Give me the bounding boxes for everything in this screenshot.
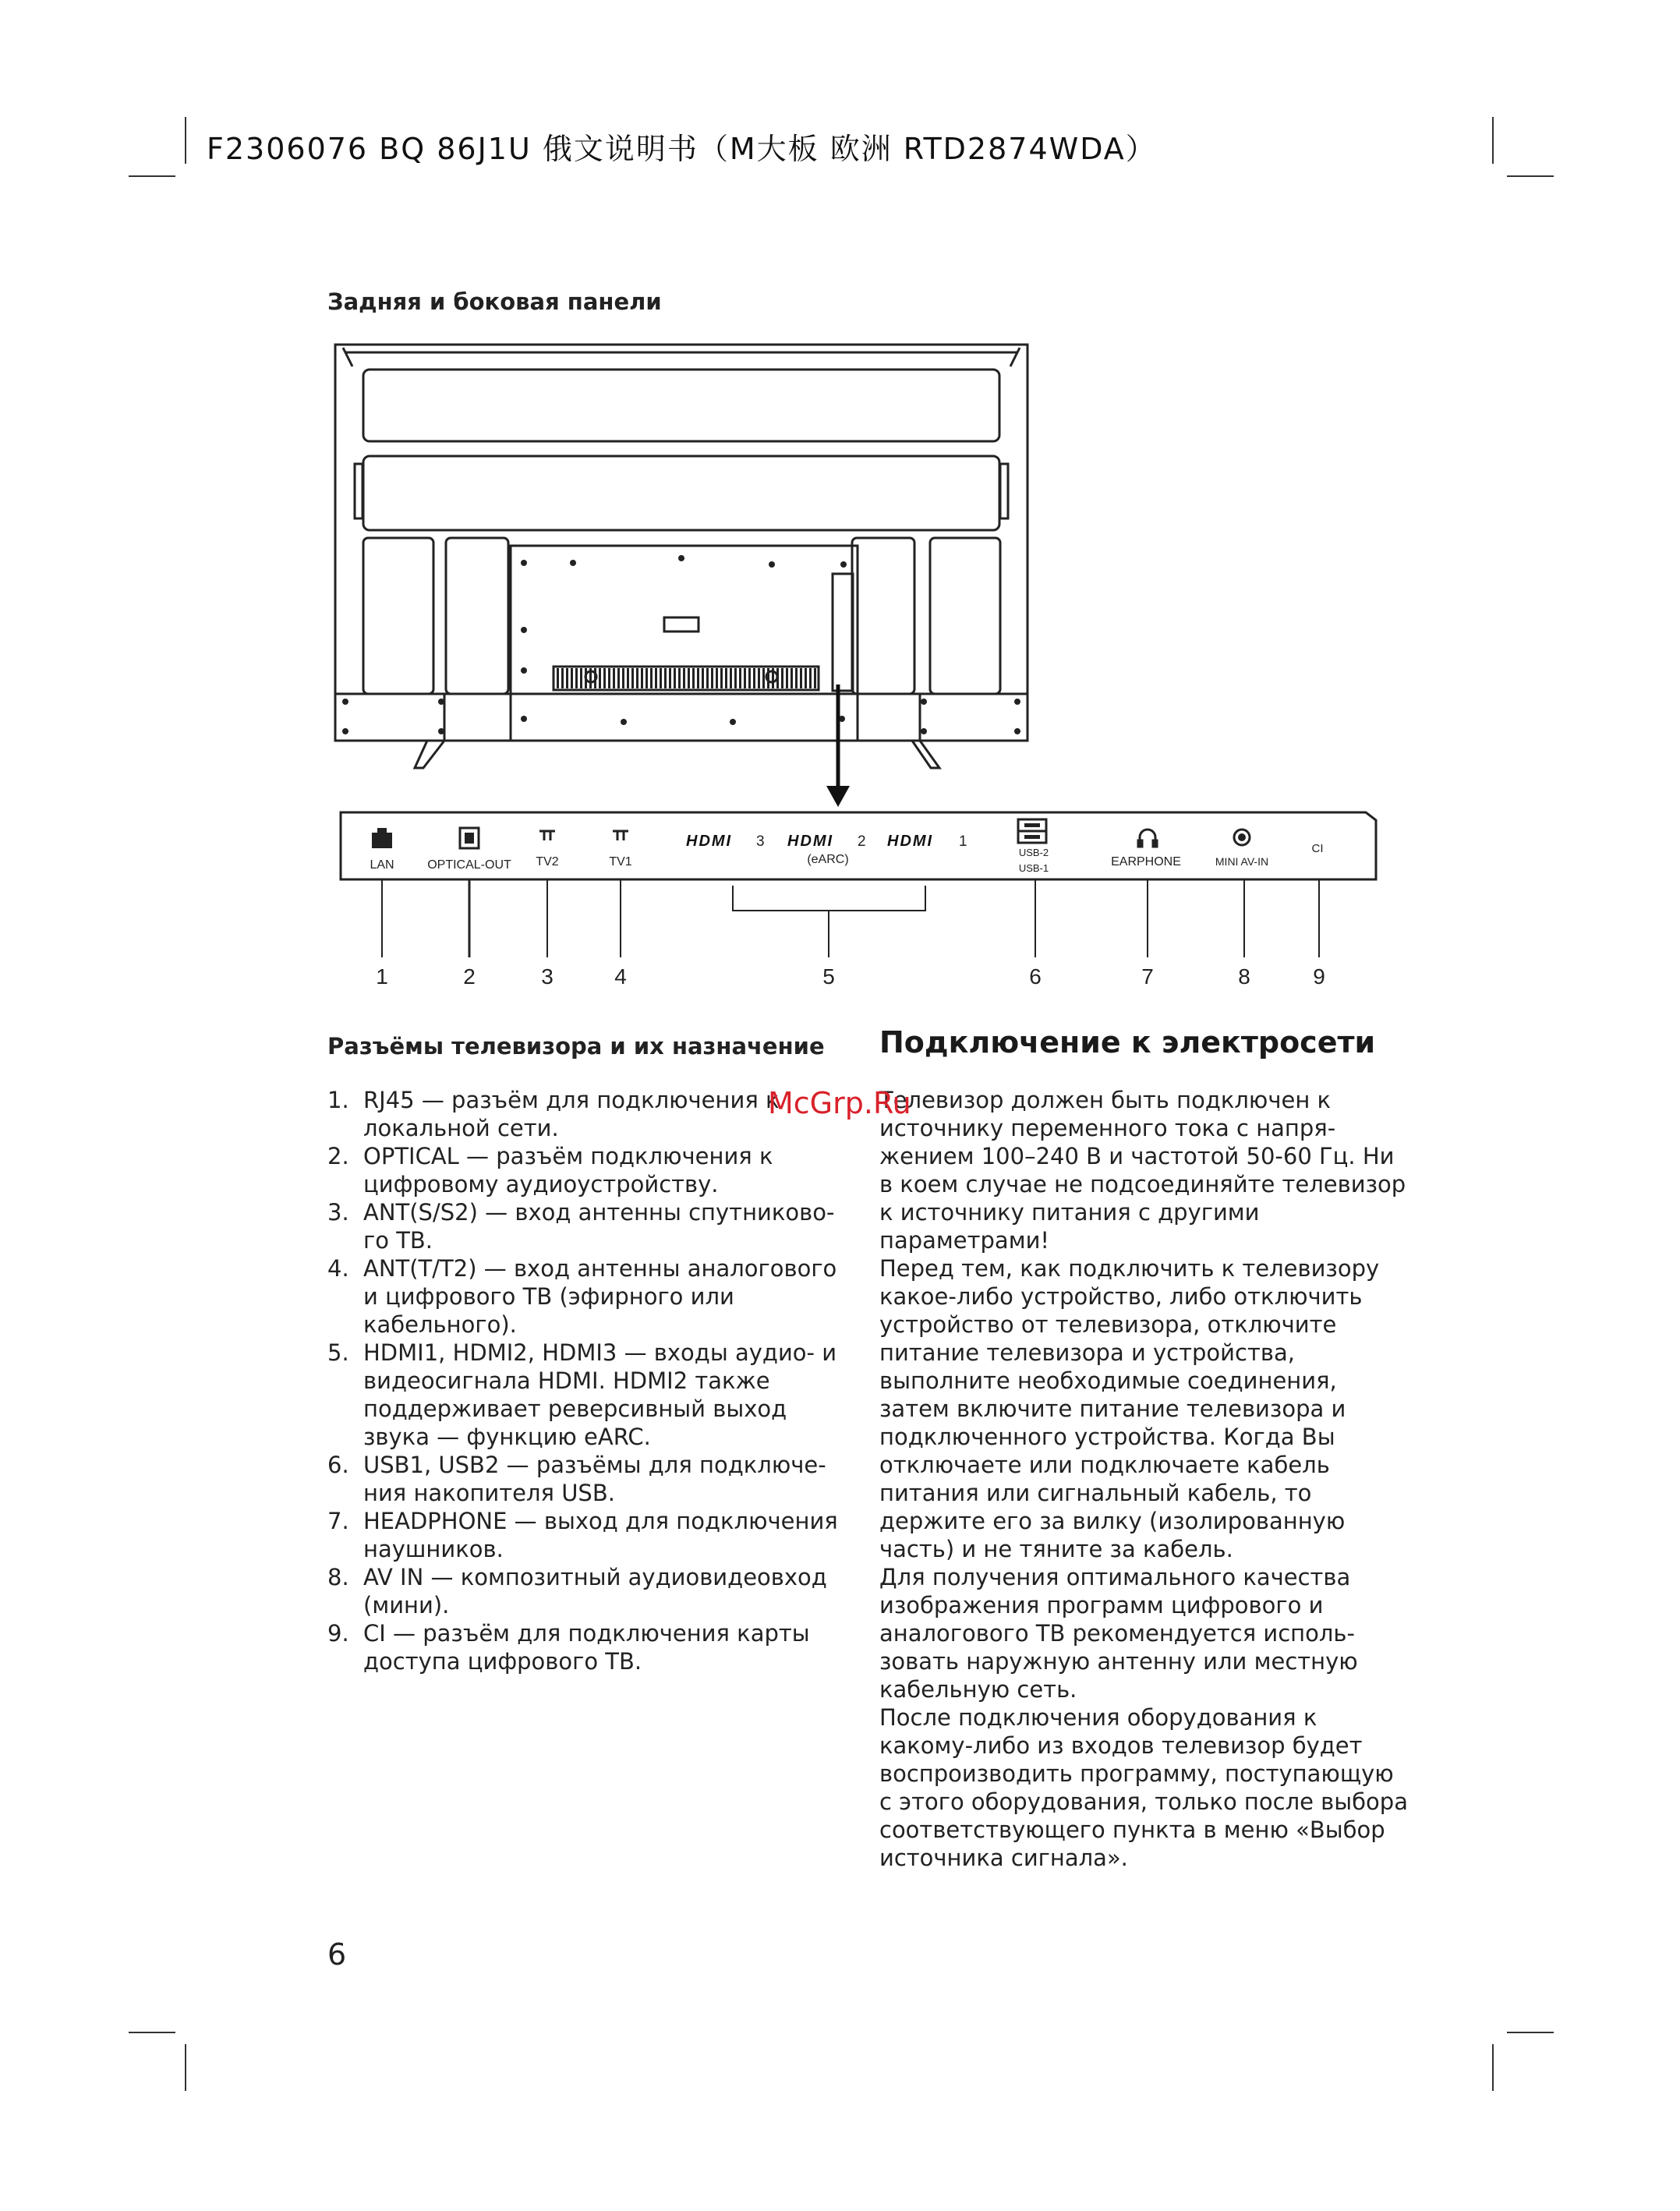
callout-number: 8 (1238, 964, 1250, 989)
callout-number: 6 (1029, 964, 1042, 989)
crop-mark (1492, 2044, 1494, 2091)
paragraph: Перед тем, как подключить к телевизору какое-либо устройство, либо отключить устройство от телевизора, отключите питание телевизора и устройства, выполните необходимые соединения, затем включите питание телевизора и подключенного устройства. Когда Вы отключаете или подключаете кабель питания или сигнальный кабель, то держите его за вилку (изолированную часть) и не тяните за кабель. (879, 1255, 1380, 1562)
document-header-title: F2306076 BQ 86J1U 俄文说明书（M大板 欧洲 RTD2874WDA） (207, 132, 1157, 166)
hdmi1-number: 1 (959, 833, 967, 850)
headphone-icon (1138, 830, 1157, 847)
port-label-earphone: EARPHONE (1111, 855, 1181, 868)
list-item: 5. HDMI1, HDMI2, HDMI3 — входы аудио- и видеосигнала HDMI. HDMI2 также поддерживает реверсивный выход звука — функцию eARC. (327, 1339, 837, 1450)
crop-mark (129, 175, 175, 177)
port-label-tv1: TV1 (609, 855, 632, 868)
paragraph: Телевизор должен быть подключен к источнику переменного тока с напряжением 100–240 В и частотой 50-60 Гц. Ни в коем случае не подсоединяйте телевизор к источнику питания с другими параметрами! (879, 1087, 1406, 1254)
watermark-link[interactable]: McGrp.Ru (768, 1086, 911, 1120)
port-label-ci: CI (1311, 842, 1324, 855)
crop-mark (1492, 117, 1494, 164)
list-item: 7. HEADPHONE — выход для подключения наушников. (327, 1508, 838, 1562)
list-item: 4. ANT(T/T2) — вход антенны аналогового и цифрового ТВ (эфирного или кабельного). (327, 1255, 837, 1338)
port-label-usb1: USB-1 (1018, 862, 1049, 874)
tv-rear-diagram (312, 335, 1388, 1006)
port-label-av-in: MINI AV-IN (1215, 855, 1269, 868)
paragraph: Для получения оптимального качества изображения программ цифрового и аналогового ТВ рекомендуется использовать наружную антенну или местную кабельную сеть. (879, 1564, 1358, 1703)
hdmi3-number: 3 (756, 833, 765, 850)
list-item: 8. AV IN — композитный аудиовидеовход (мини). (327, 1564, 827, 1618)
crop-mark (129, 2032, 175, 2033)
list-item: 6. USB1, USB2 — разъёмы для подключения накопителя USB. (327, 1452, 826, 1506)
optical-port-icon (460, 828, 479, 848)
hdmi3-logo: HDMI (686, 833, 733, 850)
callout-number: 3 (541, 964, 554, 989)
lan-port-icon (372, 828, 392, 848)
callout-number: 7 (1141, 964, 1154, 989)
hdmi2-logo: HDMI (787, 833, 834, 850)
port-label-hdmi2-sub: (eARC) (807, 853, 849, 866)
list-item: 9. CI — разъём для подключения карты доступа цифрового ТВ. (327, 1620, 810, 1675)
paragraph: После подключения оборудования к какому-либо из входов телевизор будет воспроизводить программу, поступающую с этого оборудования, только после выбора соответствующего пункта в меню «Выбор источника сигнала». (879, 1704, 1408, 1871)
list-item: 3. ANT(S/S2) — вход антенны спутникового ТВ. (327, 1199, 835, 1254)
crop-mark (185, 2044, 186, 2091)
page-number: 6 (327, 1937, 347, 1972)
callout-number: 1 (376, 964, 388, 989)
section-title: Задняя и боковая панели (327, 288, 662, 315)
power-text (879, 1086, 1409, 1872)
av-jack-icon (1234, 830, 1250, 845)
port-label-tv2: TV2 (536, 855, 559, 868)
antenna-tv2-icon (539, 831, 555, 840)
list-item: 2. OPTICAL — разъём подключения к цифровому аудиоустройству. (327, 1143, 773, 1197)
hdmi2-number: 2 (858, 833, 866, 850)
crop-mark (185, 117, 186, 164)
callout-number: 4 (614, 964, 627, 989)
power-heading: Подключение к электросети (879, 1025, 1376, 1060)
crop-mark (1507, 175, 1554, 177)
hdmi1-logo: HDMI (887, 833, 934, 850)
callout-number: 2 (463, 964, 476, 989)
port-label-usb2: USB-2 (1018, 847, 1049, 858)
list-item: 1. RJ45 — разъём для подключения к локальной сети. (327, 1087, 780, 1141)
usb-port-icon (1018, 819, 1046, 843)
connectors-list (327, 1086, 842, 1675)
port-label-optical: OPTICAL-OUT (427, 858, 511, 872)
callout-number: 5 (822, 964, 835, 989)
crop-mark (1507, 2032, 1554, 2033)
antenna-tv1-icon (613, 831, 628, 840)
connectors-heading: Разъёмы телевизора и их назначение (327, 1033, 825, 1060)
callout-number: 9 (1313, 964, 1325, 989)
port-label-lan: LAN (370, 858, 394, 872)
